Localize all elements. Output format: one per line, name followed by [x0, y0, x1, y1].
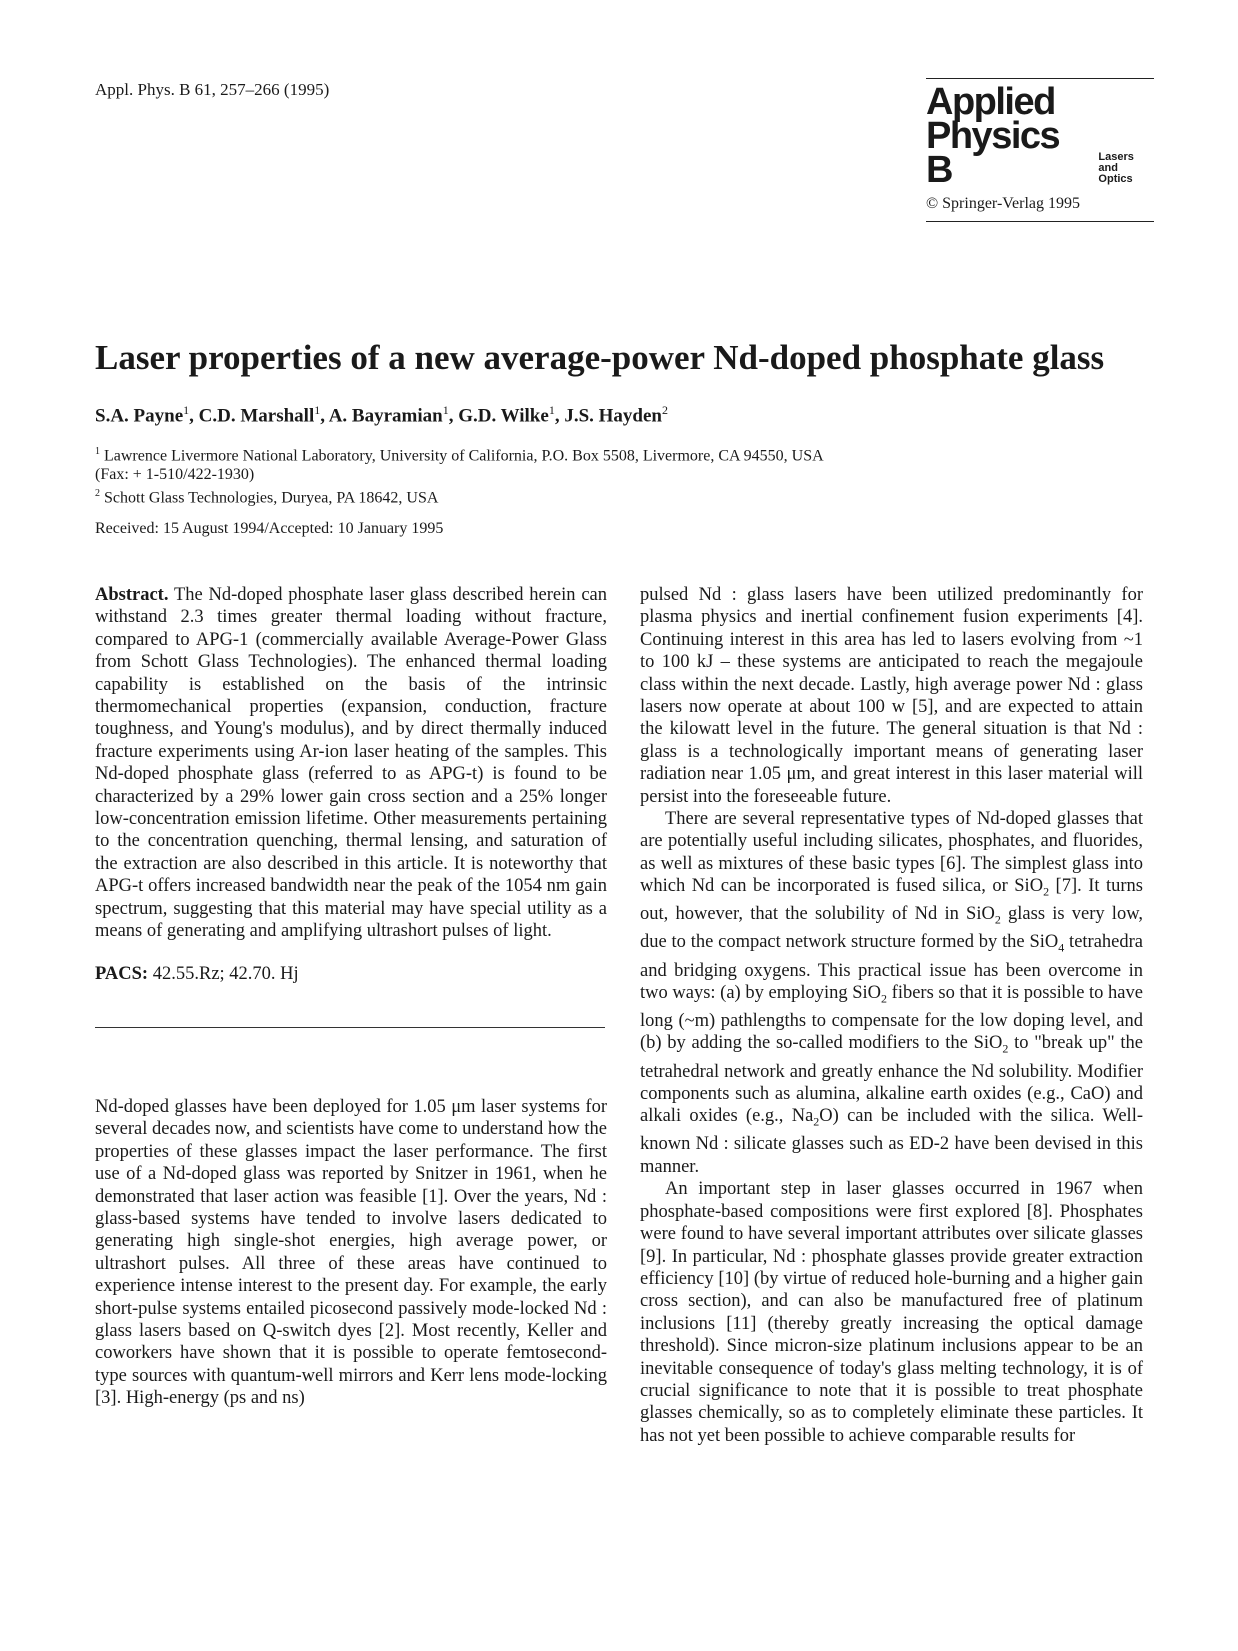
body-paragraph	[640, 808, 1143, 1178]
text-run: to "break up" the tetrahedral network and greatly enhance the Nd solubility. Modifier components such as alumina, alkaline earth oxides (e.g., CaO) and alkali oxides (e.g., Na	[640, 1033, 1143, 1127]
subscript: 4	[1058, 941, 1065, 956]
author-name: J.S. Hayden	[564, 405, 662, 427]
text-run: There are several representative types of Nd-doped glasses that are potentially useful including silicates, phosphates, and fluorides, as well as mixtures of these basic types [6]. The simplest glass into which Nd can be incorporated is fused silica, or SiO	[640, 809, 1143, 897]
affiliation-mark: 1	[442, 403, 449, 417]
logo-applied: Applied	[926, 81, 1055, 123]
copyright-notice: © Springer-Verlag 1995	[926, 195, 1081, 212]
subscript: 2	[1002, 1042, 1009, 1057]
received-dates: Received: 15 August 1994/Accepted: 10 January 1995	[95, 520, 444, 537]
affiliation-text: Schott Glass Technologies, Duryea, PA 18642, USA	[104, 489, 439, 507]
section-divider	[95, 1027, 605, 1028]
author-name: G.D. Wilke	[458, 405, 549, 427]
affiliation-mark: 1	[548, 403, 555, 417]
affiliation-line	[95, 442, 824, 465]
logo-physics-b: Physics B	[926, 115, 1060, 191]
subscript: 2	[881, 991, 888, 1006]
article-title: Laser properties of a new average-power Nd-doped phosphate glass	[95, 338, 1105, 377]
affiliations	[95, 442, 824, 508]
logo-subtitle	[1098, 152, 1154, 185]
text-run: fibers so that it is possible to have long (~m) pathlengths to compensate for the low doping level, and (b) by adding the so-called modifiers to the SiO	[640, 982, 1143, 1054]
left-column	[95, 584, 607, 1410]
abstract-label: Abstract.	[95, 585, 169, 605]
logo-subtitle-line1: Lasers	[1098, 151, 1134, 163]
subscript: 2	[813, 1115, 820, 1130]
text-run: tetrahedra and bridging oxygens. This practical issue has been overcome in two ways: (a) by employing SiO	[640, 932, 1143, 1003]
journal-citation: Appl. Phys. B 61, 257–266 (1995)	[95, 80, 330, 99]
affiliation-text: (Fax: + 1-510/422-1930)	[95, 466, 255, 484]
author-name: S.A. Payne	[95, 405, 184, 427]
affiliation-line	[95, 465, 824, 484]
logo-bottom-rule	[926, 221, 1154, 222]
affiliation-mark: 2	[95, 488, 100, 500]
right-column	[640, 584, 1143, 1447]
logo-top-rule	[926, 78, 1154, 79]
author-name: A. Bayramian	[328, 405, 443, 427]
journal-logo	[926, 78, 1154, 222]
body-paragraph: pulsed Nd : glass lasers have been utilized predominantly for plasma physics and inertial confinement fusion experiments [4]. Continuing interest in this area has led to lasers evolving from ~1 to 100 kJ – these systems are anticipated to reach the megajoule class within the next decade. Lastly, high average power Nd : glass lasers now operate at about 100 w [5], and are expected to attain the kilowatt level in the future. The general situation is that Nd : glass is a technologically important means of generating laser radiation near 1.05 μm, and great interest in this laser material will persist into the foreseeable future.	[640, 585, 1143, 807]
text-run: [7]. It turns out, however, that the solubility of Nd in SiO	[640, 876, 1144, 925]
pacs-label: PACS:	[95, 963, 149, 984]
intro-paragraph: Nd-doped glasses have been deployed for 1.05 μm laser systems for several decades now, and scientists have come to understand how the properties of these glasses impact the laser performance. The first use of a Nd-doped glass was reported by Snitzer in 1961, when he demonstrated that laser action was feasible [1]. Over the years, Nd : glass-based systems have tended to involve lasers dedicated to generating high single-shot energies, high average power, or ultrashort pulses. All three of these areas have continued to experience intense interest to the present day. For example, the early short-pulse systems entailed picosecond passively mode-locked Nd : glass lasers based on Q-switch dyes [2]. Most recently, Keller and coworkers have shown that it is possible to operate femtosecond-type sources with quantum-well mirrors and Kerr lens mode-locking [3]. High-energy (ps and ns)	[95, 1096, 608, 1409]
pacs-codes: 42.55.Rz; 42.70. Hj	[152, 963, 299, 984]
affiliation-line	[95, 484, 824, 507]
text-run: O) can be included with the silica. Well-known Nd : silicate glasses such as ED-2 have been devised in this manner.	[640, 1106, 1143, 1177]
affiliation-mark: 1	[314, 403, 321, 417]
abstract	[95, 584, 607, 943]
affiliation-mark: 1	[95, 446, 100, 457]
author-name: C.D. Marshall	[198, 405, 315, 427]
pacs-line	[95, 963, 607, 985]
body-paragraph: An important step in laser glasses occurred in 1967 when phosphate-based compositions were first explored [8]. Phosphates were found to have several important attributes over silicate glasses [9]. In particular, Nd : phosphate glasses provide greater extraction efficiency [10] (by virtue of reduced hole-burning and a higher gain cross section), and can also be manufactured free of platinum inclusions [11] (thereby greatly increasing the optical damage threshold). Since micron-size platinum inclusions appear to be an inevitable consequence of today's glass melting technology, it is of crucial significance to note that it is possible to treat phosphate glasses chemically, so as to completely eliminate these particles. It has not yet been possible to achieve comparable results for	[640, 1179, 1143, 1446]
text-run: glass is very low, due to the compact network structure formed by the SiO	[640, 904, 1143, 953]
subscript: 2	[994, 913, 1001, 928]
abstract-text: The Nd-doped phosphate laser glass described herein can withstand 2.3 times greater thermal loading without fracture, compared to APG-1 (commercially available Average-Power Glass from Schott Glass Technologies). The enhanced thermal loading capability is established on the basis of the intrinsic thermomechanical properties (expansion, conduction, fracture toughness, and Young's modulus), and by direct thermally induced fracture experiments using Ar-ion laser heating of the samples. This Nd-doped phosphate glass (referred to as APG-t) is found to be characterized by a 29% lower gain cross section and a 25% longer low-concentration emission lifetime. Other measurements pertaining to the concentration quenching, thermal lensing, and saturation of the extraction are also described in this article. It is noteworthy that APG-t offers increased bandwidth near the peak of the 1054 nm gain spectrum, suggesting that this material may have special utility as a means of generating and amplifying ultrashort pulses of light.	[95, 585, 607, 942]
affiliation-mark: 1	[183, 403, 190, 417]
logo-subtitle-line2: and Optics	[1098, 162, 1133, 185]
subscript: 2	[1043, 884, 1050, 899]
affiliation-text: Lawrence Livermore National Laboratory, University of California, P.O. Box 5508, Livermore, CA 94550, USA	[104, 447, 824, 465]
author-list: S.A. Payne$^1$, C.D. Marshall$^1$, A. Bayramian$^1$, G.D. Wilke$^1$, J.S. Hayden$^2$	[95, 403, 668, 427]
affiliation-mark: 2	[661, 403, 668, 417]
